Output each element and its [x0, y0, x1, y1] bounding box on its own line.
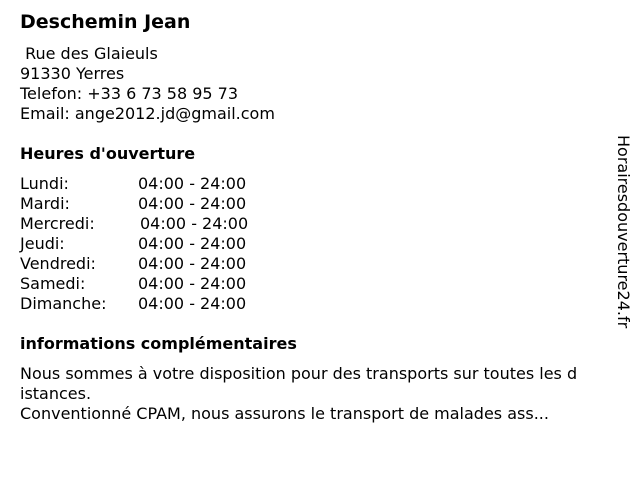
street-address: Rue des Glaieuls [20, 44, 158, 63]
city-postal: 91330 Yerres [20, 64, 125, 83]
time-range: 04:00 - 24:00 [138, 274, 247, 293]
time-range: 04:00 - 24:00 [140, 214, 249, 233]
time-range: 04:00 - 24:00 [138, 194, 247, 213]
opening-hours-heading: Heures d'ouverture [20, 144, 196, 163]
phone-number: Telefon: +33 6 73 58 95 73 [20, 84, 239, 103]
time-range: 04:00 - 24:00 [138, 254, 247, 273]
watermark-text: Horairesdouverture24.fr [614, 135, 633, 329]
day-label: Mercredi: [20, 214, 95, 233]
day-label: Lundi: [20, 174, 69, 193]
info-line: istances. [20, 384, 92, 403]
email-address: Email: ange2012.jd@gmail.com [20, 104, 275, 123]
time-range: 04:00 - 24:00 [138, 294, 247, 313]
day-label: Mardi: [20, 194, 70, 213]
contact-block [20, 44, 275, 124]
day-label: Dimanche: [20, 294, 107, 313]
additional-info-text [20, 364, 605, 424]
site-watermark [613, 135, 635, 345]
day-label: Jeudi: [20, 234, 65, 253]
day-label: Vendredi: [20, 254, 96, 273]
info-line: Nous sommes à votre disposition pour des transports sur toutes les d [20, 364, 578, 383]
business-name: Deschemin Jean [20, 11, 191, 33]
time-range: 04:00 - 24:00 [138, 234, 247, 253]
time-range: 04:00 - 24:00 [138, 174, 247, 193]
day-label: Samedi: [20, 274, 86, 293]
info-line: Conventionné CPAM, nous assurons le transport de malades ass... [20, 404, 549, 423]
additional-info-heading: informations complémentaires [20, 334, 297, 353]
